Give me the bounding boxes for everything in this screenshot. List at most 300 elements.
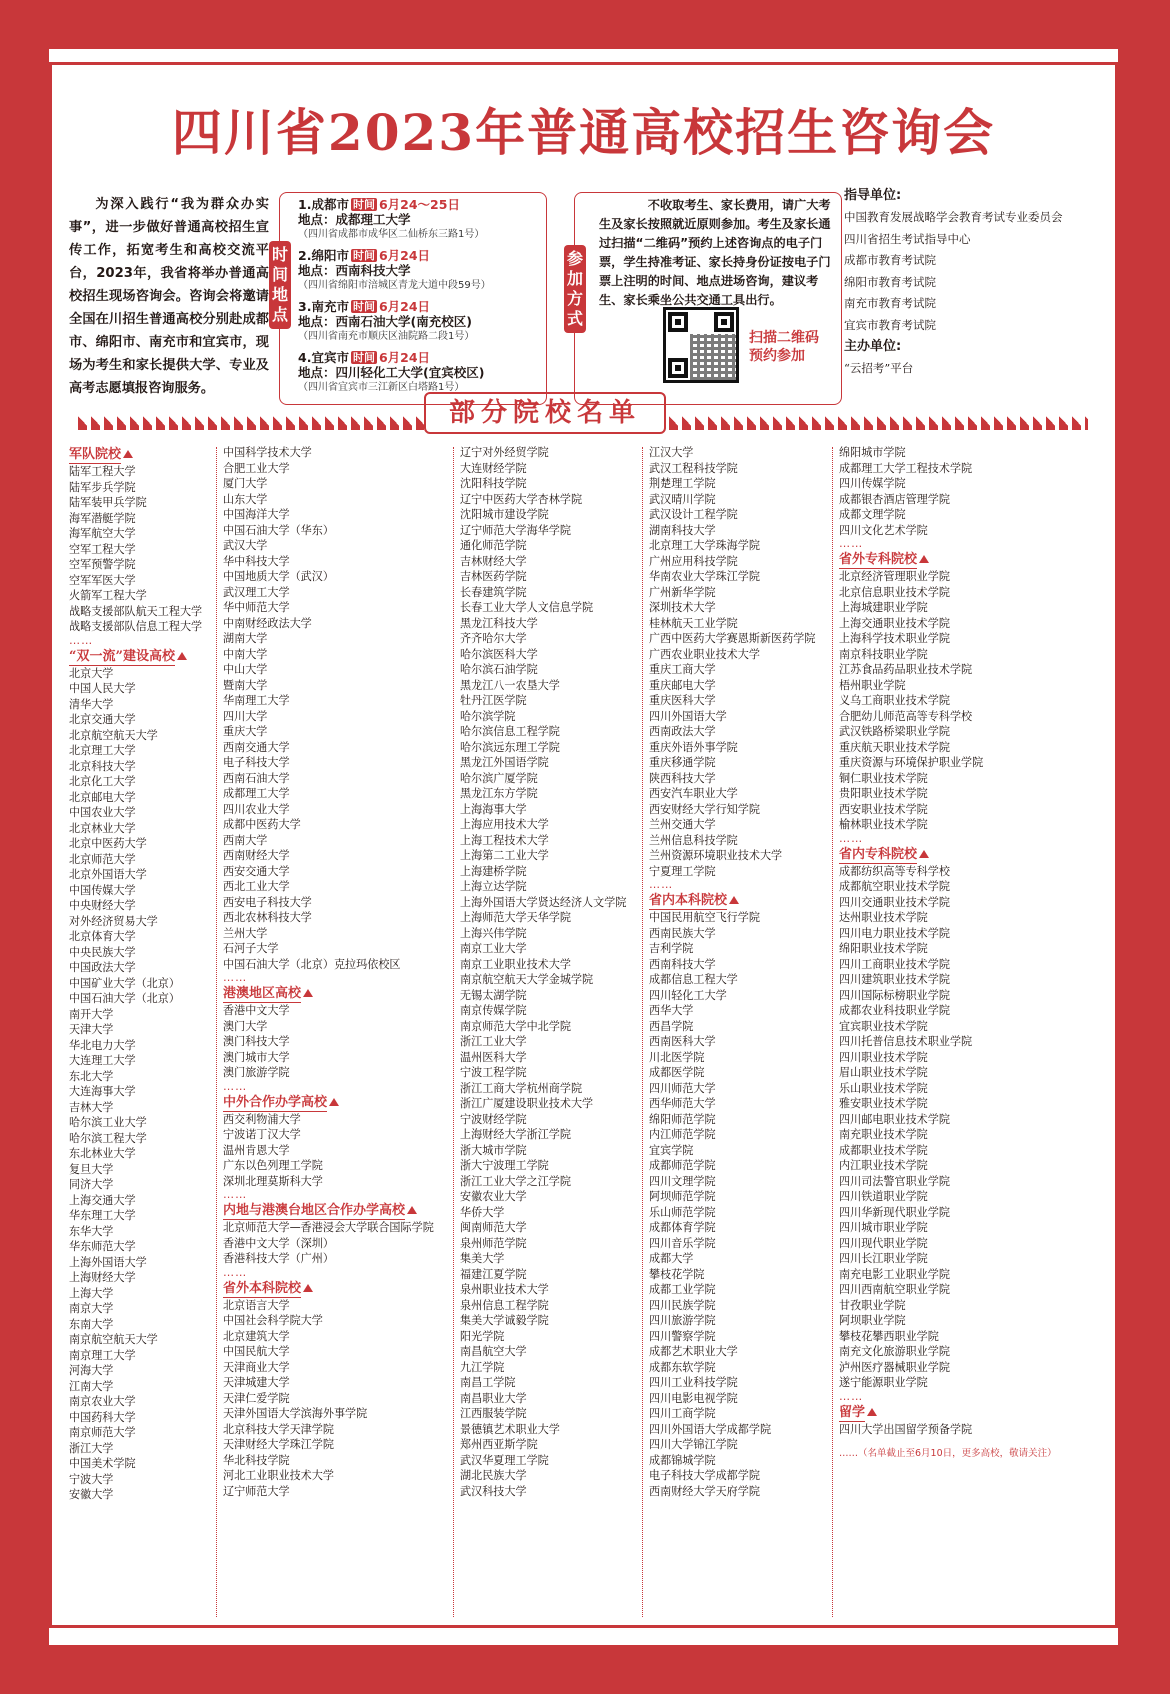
school-name: 九江学院 — [460, 1360, 505, 1374]
school-name: 成都纺织高等专科学校 — [839, 864, 950, 878]
school-name: 遂宁能源职业学院 — [839, 1376, 928, 1389]
school-name: 四川城市职业学院 — [839, 1221, 928, 1234]
school-name: 浙江广厦建设职业技术大学 — [460, 1097, 594, 1110]
school-name: 中国石油大学（北京） — [69, 992, 180, 1005]
school-name: 四川铁道职业学院 — [839, 1190, 928, 1203]
category-heading: 中外合作办学高校 — [223, 1094, 434, 1112]
decorative-triangles-left — [78, 416, 424, 430]
school-name: 哈尔滨学院 — [460, 709, 516, 723]
school-name: 温州医科大学 — [460, 1050, 527, 1064]
school-name: 长春建筑学院 — [460, 585, 527, 599]
school-name: 中央民族大学 — [69, 945, 136, 959]
school-name: 中国地质大学（武汉） — [223, 570, 334, 583]
more-ellipsis: …… — [223, 971, 248, 984]
school-name: 中国政法大学 — [69, 961, 136, 974]
school-name: 南京师范大学 — [69, 1426, 136, 1439]
school-name: 南京理工大学 — [69, 1348, 136, 1362]
school-name: 清华大学 — [69, 697, 114, 711]
school-name: 黑龙江科技大学 — [460, 616, 538, 630]
guidance-unit: 四川省招生考试指导中心 — [844, 231, 971, 246]
school-name: 四川文理学院 — [649, 1174, 716, 1188]
school-name: 安徽农业大学 — [460, 1190, 527, 1203]
school-name: 空军预警学院 — [69, 558, 136, 571]
school-name: 陕西科技大学 — [649, 771, 716, 785]
host-unit: “云招考”平台 — [844, 361, 914, 375]
school-name: 澳门大学 — [223, 1019, 268, 1033]
column-divider — [642, 447, 643, 1617]
school-name: 四川现代职业学院 — [839, 1236, 928, 1250]
school-name: 武汉工程科技学院 — [649, 461, 738, 475]
school-name: 复旦大学 — [69, 1162, 114, 1176]
school-name: 中央财经大学 — [69, 899, 136, 912]
school-name: 电子科技大学 — [223, 756, 290, 769]
school-name: 南充文化旅游职业学院 — [839, 1345, 950, 1358]
school-name: 华北电力大学 — [69, 1038, 136, 1052]
school-name: 哈尔滨石油学院 — [460, 663, 538, 676]
school-name: 四川建筑职业技术学院 — [839, 973, 950, 986]
school-name: 海军航空大学 — [69, 527, 136, 540]
school-name: 上海财经大学 — [69, 1271, 136, 1284]
school-name: 重庆邮电大学 — [649, 678, 716, 692]
school-name: 四川音乐学院 — [649, 1236, 716, 1250]
venue-time: 6月24日 — [378, 248, 431, 263]
school-name: 中国药科大学 — [69, 1410, 136, 1424]
school-name: 四川农业大学 — [223, 802, 290, 816]
school-name: 哈尔滨远东理工学院 — [460, 740, 560, 754]
school-name: 西南石油大学 — [223, 771, 290, 785]
school-name: 北京经济管理职业学院 — [839, 570, 950, 583]
venue-address: （四川省南充市顺庆区油院路二段1号） — [298, 331, 475, 342]
decorative-triangles-right — [669, 416, 1088, 430]
school-name: 辽宁对外经贸学院 — [460, 446, 549, 459]
school-name: 温州肯恩大学 — [223, 1143, 290, 1157]
school-name: 大连理工大学 — [69, 1054, 136, 1067]
school-name: 桂林航天工业学院 — [649, 616, 738, 630]
school-name: 华中师范大学 — [223, 601, 290, 614]
school-name: 泉州信息工程学院 — [460, 1298, 549, 1312]
school-name: 成都信息工程大学 — [649, 973, 738, 986]
school-name: 安徽大学 — [69, 1488, 114, 1501]
school-name: 成都师范学院 — [649, 1159, 716, 1172]
school-name: 四川交通职业技术学院 — [839, 895, 950, 909]
venue-place: 地点：西南石油大学(南充校区) — [298, 314, 472, 329]
school-name: 对外经济贸易大学 — [69, 914, 158, 928]
school-name: 华东理工大学 — [69, 1209, 136, 1222]
school-name: 成都银杏酒店管理学院 — [839, 492, 950, 506]
more-ellipsis: …… — [839, 537, 864, 550]
school-name: 福建江夏学院 — [460, 1267, 527, 1281]
school-name: 陆军工程大学 — [69, 465, 136, 478]
school-name: 乐山职业技术学院 — [839, 1081, 928, 1095]
category-heading: “双一流”建设高校 — [69, 648, 202, 666]
school-name: 郑州西亚斯学院 — [460, 1438, 538, 1451]
school-name: 大连财经学院 — [460, 461, 527, 475]
school-name: 香港中文大学 — [223, 1004, 290, 1017]
school-name: 中国农业大学 — [69, 806, 136, 819]
school-name: 澳门城市大学 — [223, 1050, 290, 1064]
school-name: 浙大城市学院 — [460, 1143, 527, 1157]
school-name: 南京师范大学中北学院 — [460, 1019, 571, 1033]
school-name: 四川旅游学院 — [649, 1314, 716, 1327]
school-name: 攀枝花攀西职业学院 — [839, 1329, 939, 1343]
school-name: 甘孜职业学院 — [839, 1298, 906, 1312]
school-name: 黑龙江东方学院 — [460, 787, 538, 800]
school-name: 四川大学锦江学院 — [649, 1438, 738, 1451]
school-name: 重庆移通学院 — [649, 756, 716, 769]
school-name: 中南财经政法大学 — [223, 616, 312, 630]
school-name: 澳门旅游学院 — [223, 1066, 290, 1079]
page-title: 四川省2023年普通高校招生咨询会 — [171, 103, 996, 162]
school-name: 北京中医药大学 — [69, 837, 147, 850]
school-name: 闽南师范大学 — [460, 1221, 527, 1234]
school-name: 上海海事大学 — [460, 802, 527, 816]
school-name: 浙江大学 — [69, 1441, 114, 1455]
school-name: 乐山师范学院 — [649, 1205, 716, 1219]
more-ellipsis: …… — [223, 1079, 248, 1093]
category-heading: 港澳地区高校 — [223, 985, 434, 1003]
school-name: 西安电子科技大学 — [223, 895, 312, 909]
school-name: 北京林业大学 — [69, 821, 136, 835]
school-name: 绵阳职业技术学院 — [839, 942, 928, 955]
school-name: 香港科技大学（广州） — [223, 1252, 334, 1265]
school-name: 宜宾学院 — [649, 1143, 694, 1157]
school-name: 中国石油大学（北京）克拉玛依校区 — [223, 957, 401, 971]
school-name: 南京工业职业技术大学 — [460, 957, 571, 971]
school-name: 武汉理工大学 — [223, 585, 290, 599]
school-name: 泸州医疗器械职业学院 — [839, 1360, 950, 1374]
school-column — [649, 445, 815, 1623]
school-name: 西北农林科技大学 — [223, 911, 312, 924]
guidance-unit-list — [844, 207, 1104, 336]
school-name: 四川邮电职业技术学院 — [839, 1112, 950, 1126]
school-name: 武汉科技大学 — [460, 1484, 527, 1498]
school-name: 石河子大学 — [223, 942, 279, 955]
guidance-unit: 中国教育发展战略学会教育考试专业委员会 — [844, 210, 1063, 224]
school-name: 北京科技大学天津学院 — [223, 1422, 334, 1436]
school-name: 宁波大学 — [69, 1472, 114, 1486]
school-name: 荆楚理工学院 — [649, 477, 716, 490]
school-name: 南京工业大学 — [460, 942, 527, 955]
school-name: 沈阳科技学院 — [460, 477, 527, 490]
guidance-heading: 指导单位: — [844, 188, 902, 203]
school-name: 南京航空航天大学金城学院 — [460, 973, 594, 986]
venue-item — [298, 299, 548, 345]
school-name: 通化师范学院 — [460, 539, 527, 552]
school-name: 河海大学 — [69, 1364, 114, 1377]
school-name: 北京师范大学—香港浸会大学联合国际学院 — [223, 1221, 434, 1234]
school-name: 西北工业大学 — [223, 880, 290, 893]
school-name: 成都工业学院 — [649, 1283, 716, 1296]
school-name: 宁波工程学院 — [460, 1066, 527, 1079]
school-name: 湖南科技大学 — [649, 523, 716, 537]
school-name: 兰州大学 — [223, 926, 268, 940]
school-name: 江南大学 — [69, 1379, 114, 1393]
school-name: 合肥幼儿师范高等专科学校 — [839, 709, 973, 723]
school-name: 北京外国语大学 — [69, 868, 147, 881]
school-name: 上海建桥学院 — [460, 864, 527, 878]
school-name: 宜宾职业技术学院 — [839, 1019, 928, 1033]
venue-city: 3.南充市 — [298, 299, 349, 314]
school-name: 澳门科技大学 — [223, 1035, 290, 1048]
school-name: 重庆外语外事学院 — [649, 740, 738, 754]
school-name: 西昌学院 — [649, 1019, 694, 1033]
school-name: 大连海事大学 — [69, 1085, 136, 1098]
school-name: 西南财经大学天府学院 — [649, 1484, 760, 1498]
guidance-units — [844, 185, 1104, 380]
school-name: 中国科学技术大学 — [223, 446, 312, 459]
school-name: 深圳北理莫斯科大学 — [223, 1174, 323, 1188]
school-name: 战略支援部队航天工程大学 — [69, 604, 203, 618]
scan-hint-line2: 预约参加 — [749, 348, 805, 364]
school-name: 江苏食品药品职业技术学院 — [839, 663, 973, 676]
school-name: 南京科技职业学院 — [839, 647, 928, 661]
school-name: 西交利物浦大学 — [223, 1112, 301, 1126]
school-name: 西安财经大学行知学院 — [649, 802, 760, 816]
more-ellipsis: …… — [839, 831, 864, 845]
school-name: 牡丹江医学院 — [460, 694, 527, 707]
school-name: 西安汽车职业大学 — [649, 787, 738, 800]
category-heading: 省内本科院校 — [649, 892, 815, 910]
school-name: 成都大学 — [649, 1252, 694, 1265]
school-name: 泉州师范学院 — [460, 1236, 527, 1250]
school-name: 山东大学 — [223, 492, 268, 506]
school-name: 上海第二工业大学 — [460, 849, 549, 862]
school-name: 四川警察学院 — [649, 1329, 716, 1343]
school-name: 西安职业技术学院 — [839, 802, 928, 816]
school-name: 兰州交通大学 — [649, 818, 716, 831]
school-name: 浙江工商大学杭州商学院 — [460, 1081, 583, 1095]
venue-time: 6月24～25日 — [378, 197, 460, 212]
school-name: 深圳技术大学 — [649, 601, 716, 614]
venue-address: （四川省成都市成华区二仙桥东三路1号） — [298, 229, 485, 240]
venue-time: 6月24日 — [378, 350, 431, 365]
school-name: 上海工程技术大学 — [460, 833, 549, 847]
school-name: 华侨大学 — [460, 1205, 505, 1219]
list-note: ……（名单截止至6月10日，更多高校，敬请关注） — [839, 1448, 1057, 1459]
school-name: 上海大学 — [69, 1286, 114, 1300]
school-name: 四川托普信息技术职业学院 — [839, 1035, 973, 1048]
school-name: 眉山职业技术学院 — [839, 1066, 928, 1079]
school-name: 战略支援部队信息工程大学 — [69, 620, 203, 633]
school-name: 齐齐哈尔大学 — [460, 632, 527, 645]
school-name: 火箭军工程大学 — [69, 589, 147, 602]
school-name: 广州新华学院 — [649, 585, 716, 599]
school-name: 重庆医科大学 — [649, 694, 716, 707]
school-name: 北京大学 — [69, 666, 114, 680]
school-name: 空军工程大学 — [69, 542, 136, 556]
host-heading: 主办单位: — [844, 339, 902, 354]
school-name: 北京理工大学 — [69, 744, 136, 757]
school-name: 泉州职业技术大学 — [460, 1283, 549, 1296]
school-name: 绵阳师范学院 — [649, 1112, 716, 1126]
school-name: 南昌航空大学 — [460, 1345, 527, 1358]
school-name: 成都文理学院 — [839, 508, 906, 521]
school-name: 成都中医药大学 — [223, 818, 301, 831]
school-name: 电子科技大学成都学院 — [649, 1469, 760, 1482]
category-heading: 省内专科院校 — [839, 846, 1057, 864]
school-name: 东南大学 — [69, 1317, 114, 1331]
school-column — [839, 445, 1057, 1623]
venue-time: 6月24日 — [378, 299, 431, 314]
school-name: 南京大学 — [69, 1302, 114, 1315]
school-name: 吉林大学 — [69, 1100, 114, 1114]
school-name: 成都农业科技职业学院 — [839, 1004, 950, 1017]
school-name: 宁夏理工学院 — [649, 864, 716, 878]
school-name: 北京化工大学 — [69, 775, 136, 788]
school-name: 北京航空航天大学 — [69, 728, 158, 742]
school-name: 空军军医大学 — [69, 573, 136, 587]
school-name: 西华师范大学 — [649, 1097, 716, 1110]
school-name: 榆林职业技术学院 — [839, 818, 928, 831]
school-name: 川北医学院 — [649, 1050, 705, 1064]
school-name: 上海外国语大学 — [69, 1255, 147, 1269]
venue-address: （四川省宜宾市三江新区白塔路1号） — [298, 382, 465, 393]
school-name: 北京信息职业技术学院 — [839, 585, 950, 599]
school-name: 成都医学院 — [649, 1066, 705, 1079]
school-name: 四川大学 — [223, 709, 268, 723]
school-name: 四川职业技术学院 — [839, 1050, 928, 1064]
school-name: 南充职业技术学院 — [839, 1128, 928, 1141]
school-name: 贵阳职业技术学院 — [839, 787, 928, 800]
school-name: 广西中医药大学赛恩斯新医药学院 — [649, 632, 816, 645]
school-name: 四川文化艺术学院 — [839, 523, 928, 537]
school-name: 天津大学 — [69, 1023, 114, 1036]
school-name: 绵阳城市学院 — [839, 446, 906, 459]
school-name: 阳光学院 — [460, 1329, 505, 1343]
school-name: 江汉大学 — [649, 446, 694, 459]
school-name: 成都东软学院 — [649, 1360, 716, 1374]
category-heading: 省外专科院校 — [839, 551, 1057, 569]
join-text: 不收取考生、家长费用，请广大考生及家长按照就近原则参加。考生及家长通过扫描“二维码”预约上述咨询点的电子门票，学生持准考证、家长持身份证按电子门票上注明的时间、地点进场咨询，建议考生、家长乘坐公共交通工具出行。 — [599, 198, 831, 307]
school-name: 辽宁中医药大学杏林学院 — [460, 492, 583, 506]
scan-hint-line1: 扫描二维码 — [749, 330, 819, 346]
school-name: 西南医科大学 — [649, 1035, 716, 1048]
school-name: 南昌工学院 — [460, 1376, 516, 1389]
school-name: 长春工业大学人文信息学院 — [460, 601, 594, 614]
school-name: 重庆工商大学 — [649, 663, 716, 676]
school-name: 天津城建大学 — [223, 1376, 290, 1389]
school-name: 武汉铁路桥梁职业学院 — [839, 725, 950, 738]
category-heading: 军队院校 — [69, 446, 202, 464]
school-name: 西华大学 — [649, 1004, 694, 1017]
school-name: 天津外国语大学滨海外事学院 — [223, 1407, 368, 1420]
venue-place: 地点：四川轻化工大学(宜宾校区) — [298, 365, 485, 380]
time-tag: 时间 — [352, 300, 375, 313]
school-name: 江西服装学院 — [460, 1407, 527, 1420]
school-name: 浙大宁波理工学院 — [460, 1159, 549, 1172]
schedule-tab: 时 间 地 点 — [269, 241, 291, 329]
school-name: 中国海洋大学 — [223, 508, 290, 521]
schedule-box — [271, 192, 547, 405]
more-ellipsis: …… — [839, 1389, 864, 1403]
school-column — [69, 445, 202, 1623]
school-name: 广西农业职业技术大学 — [649, 647, 760, 661]
school-name: 上海科学技术职业学院 — [839, 632, 950, 645]
school-name: 上海交通职业技术学院 — [839, 616, 950, 630]
time-tag: 时间 — [352, 249, 375, 262]
school-name: 成都航空职业技术学院 — [839, 880, 950, 893]
venue-item — [298, 197, 548, 243]
school-name: 成都艺术职业大学 — [649, 1345, 738, 1358]
school-name: 天津财经大学珠江学院 — [223, 1438, 334, 1451]
school-name: 达州职业技术学院 — [839, 911, 928, 924]
school-name: 集美大学 — [460, 1252, 505, 1265]
school-name: 上海师范大学天华学院 — [460, 911, 571, 924]
school-name: 辽宁师范大学海华学院 — [460, 523, 571, 537]
school-name: 南京农业大学 — [69, 1395, 136, 1408]
list-title: 部分院校名单 — [424, 392, 666, 434]
school-name: 上海应用技术大学 — [460, 818, 549, 831]
school-name: 暨南大学 — [223, 678, 268, 692]
venue-city: 2.绵阳市 — [298, 248, 349, 263]
school-name: 西南政法大学 — [649, 725, 716, 738]
school-name: 中国石油大学（华东） — [223, 523, 334, 537]
school-name: 同济大学 — [69, 1178, 114, 1191]
more-ellipsis: …… — [223, 1265, 248, 1279]
school-name: 中国人民大学 — [69, 682, 136, 695]
school-name: 北京科技大学 — [69, 759, 136, 773]
venue-item — [298, 248, 548, 294]
school-name: 兰州信息科技学院 — [649, 833, 738, 847]
school-name: 集美大学诚毅学院 — [460, 1314, 549, 1327]
school-name: 哈尔滨工业大学 — [69, 1116, 147, 1129]
school-name: 中国美术学院 — [69, 1457, 136, 1470]
school-name: 兰州资源环境职业技术大学 — [649, 849, 783, 862]
school-name: 吉利学院 — [649, 942, 694, 955]
school-name: 四川工业科技学院 — [649, 1376, 738, 1389]
scan-hint — [749, 329, 819, 365]
school-name: 武汉设计工程学院 — [649, 508, 738, 521]
school-name: 华中科技大学 — [223, 554, 290, 568]
school-name: 南开大学 — [69, 1007, 114, 1021]
school-name: 东华大学 — [69, 1224, 114, 1238]
school-name: 西安交通大学 — [223, 864, 290, 878]
school-name: 南京传媒学院 — [460, 1004, 527, 1017]
school-name: 华北科技学院 — [223, 1453, 290, 1467]
school-name: 华东师范大学 — [69, 1240, 136, 1253]
school-name: 无锡太湖学院 — [460, 988, 527, 1002]
school-name: 香港中文大学（深圳） — [223, 1236, 334, 1250]
school-name: 华南农业大学珠江学院 — [649, 570, 760, 583]
school-name: 上海外国语大学贤达经济人文学院 — [460, 895, 627, 909]
school-name: 四川华新现代职业学院 — [839, 1205, 950, 1219]
time-tag: 时间 — [352, 198, 375, 211]
venue-place: 地点：西南科技大学 — [298, 263, 411, 278]
school-name: 中国矿业大学（北京） — [69, 976, 180, 990]
intro-paragraph: 为深入践行“我为群众办实事”，进一步做好普通高校招生宣传工作，拓宽考生和高校交流平台，2023年，我省将举办普通高校招生现场咨询会。咨询会将邀请全国在川招生普通高校分别赴成都市、绵阳市、南充市和宜宾市，现场为考生和家长提供大学、专业及高考志愿填报咨询服务。 — [69, 197, 269, 396]
school-name: 成都职业技术学院 — [839, 1143, 928, 1157]
school-name: 哈尔滨信息工程学院 — [460, 725, 560, 738]
school-name: 武汉华夏理工学院 — [460, 1453, 549, 1467]
school-name: 南京航空航天大学 — [69, 1333, 158, 1346]
school-name: 雅安职业技术学院 — [839, 1097, 928, 1110]
school-name: 阿坝职业学院 — [839, 1314, 906, 1327]
school-name: 上海兴伟学院 — [460, 926, 527, 940]
school-name: 黑龙江外国语学院 — [460, 756, 549, 769]
category-heading: 留学 — [839, 1404, 1057, 1422]
school-name: 华南理工大学 — [223, 694, 290, 707]
school-name: 西南财经大学 — [223, 849, 290, 862]
qr-code-icon[interactable] — [663, 307, 739, 383]
venue-city: 4.宜宾市 — [298, 350, 349, 365]
school-name: 北京交通大学 — [69, 713, 136, 726]
school-name: 上海交通大学 — [69, 1193, 136, 1207]
join-tab: 参 加 方 式 — [564, 245, 586, 333]
school-name: 湖北民族大学 — [460, 1469, 527, 1482]
more-ellipsis: …… — [223, 1188, 248, 1201]
poster — [49, 62, 1118, 1628]
venue-city: 1.成都市 — [298, 197, 349, 212]
